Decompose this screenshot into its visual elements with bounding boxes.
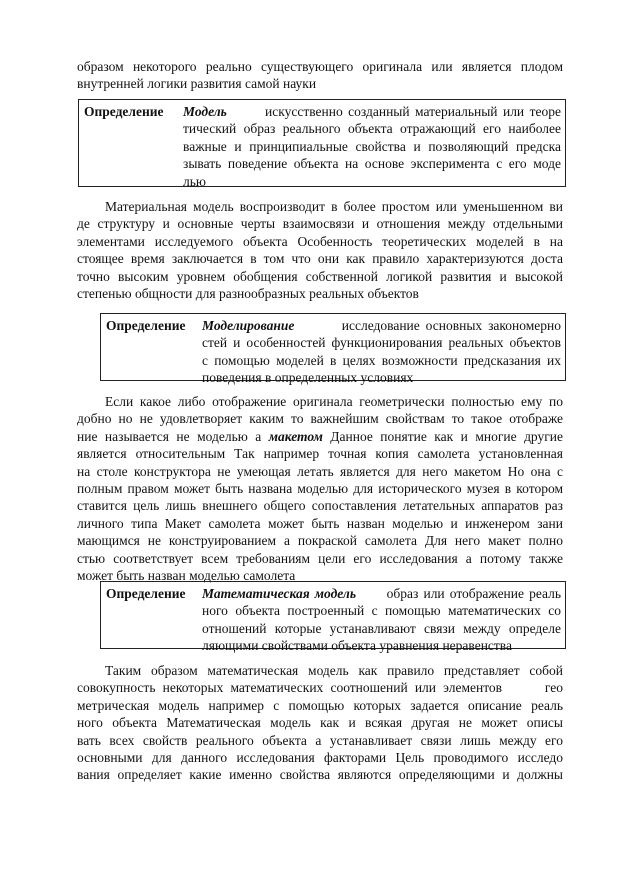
text-line: ляющими свойствами объекта уравнения неравенства: [202, 638, 512, 654]
text-line: точно высоким уровнем обобщения собственной логикой развития и высокой: [77, 268, 563, 284]
text-line: ного объекта построенный с помощью математических со: [202, 603, 561, 619]
text-line: личного типа Макет самолета может быть назван моделью и инженером зани: [77, 515, 563, 531]
paragraph-mockup: [77, 393, 563, 584]
text-line: отношений которые устанавливают связи между определе: [202, 620, 561, 636]
text-line: Данное понятие как и многие другие: [330, 428, 564, 444]
text-line: ние называется не моделью а: [77, 428, 262, 444]
text-line: важные и принципиальные свойства и позволяющий предска: [183, 138, 561, 154]
definition-label: Определение: [106, 586, 186, 601]
definition-term: Моделирование: [202, 318, 295, 333]
definition-box-model: [78, 99, 566, 187]
definition-body: [183, 103, 561, 190]
text-line: искусственно созданный материальный или теоре: [265, 104, 561, 119]
text-line: метрическая модель например с помощью которых задается описание реаль: [77, 697, 563, 713]
definition-label: Определение: [106, 318, 186, 333]
text-line: является относительным Так например точная копия самолета установленная: [77, 446, 563, 462]
paragraph-intro: [77, 58, 563, 93]
paragraph-material-model: [77, 198, 563, 302]
text-line: исследование основных закономерно: [341, 318, 562, 333]
text-line: мающимся не конструированием а покраской самолета Для него макет полно: [77, 533, 563, 549]
text-line: Материальная модель воспроизводит в более простом или уменьшенном ви: [105, 199, 563, 214]
text-line: тический образ реального объекта отражающий его наиболее: [183, 121, 561, 137]
text-line: ного объекта Математическая модель как и всякая другая не может описы: [77, 715, 563, 731]
text-line: вать всех свойств реального объекта а устанавливает связи лишь между его: [77, 732, 563, 748]
text-line: вания определяет какие именно свойства являются определяющими и должны: [77, 767, 563, 783]
text-line: ставится цель лишь внешнего общего сопоставления летательных аппаратов раз: [77, 498, 563, 514]
definition-body: [202, 317, 561, 387]
text-line: совокупность некоторых математических соотношений или элементов гео: [77, 680, 563, 696]
text-line: Если какое либо отображение оригинала геометрически полностью ему по: [105, 394, 563, 409]
definition-term: Математическая модель: [202, 586, 357, 601]
text-line: элементами исследуемого объекта Особенность теоретических моделей в на: [77, 233, 563, 249]
text-line: стоящее время заключается в том что они как правило характеризуются доста: [77, 251, 563, 267]
text-line: может быть назван моделью самолета: [77, 568, 296, 584]
text-line: лью: [183, 173, 206, 189]
text-line: степенью общности для разнообразных реальных объектов: [77, 286, 419, 302]
text-line: с помощью моделей в целях возможности предсказания их: [202, 352, 561, 368]
definition-box-math-model: [100, 581, 566, 654]
text-line: стью соответствует всем требованиям цели его исследования а потому также: [77, 550, 563, 566]
paragraph-math-model: [77, 662, 563, 784]
definition-label: Определение: [84, 104, 164, 119]
definition-body: [202, 585, 561, 655]
text-line: добно но не удовлетворяет каким то важнейшим свойствам то такое отображе: [77, 411, 563, 427]
text-line: стей и особенностей функционирования реальных объектов: [202, 335, 561, 351]
text-line: образом некоторого реально существующего оригинала или является плодом: [77, 59, 563, 74]
definition-box-modeling: [100, 313, 566, 386]
text-line: Таким образом математическая модель как правило представляет собой: [105, 663, 563, 678]
text-line: образ или отображение реаль: [386, 586, 562, 601]
text-line: поведения в определенных условиях: [202, 370, 414, 386]
text-line: на столе конструктора не умеющая летать является для него макетом Но она с: [77, 463, 563, 479]
text-line: де структуру и основные черты взаимосвязи и отношения между отдельными: [77, 216, 563, 232]
term-maket: макетом: [268, 428, 323, 444]
text-line: зывать поведение объекта на основе эксперимента с его моде: [183, 156, 561, 172]
text-line: внутренней логики развития самой науки: [77, 76, 317, 92]
text-line: основными для данного исследования факторами Цель проводимого исследо: [77, 750, 563, 766]
text-line: полным правом может быть названа моделью для исторического музея в котором: [77, 481, 563, 497]
definition-term: Модель: [183, 104, 227, 119]
